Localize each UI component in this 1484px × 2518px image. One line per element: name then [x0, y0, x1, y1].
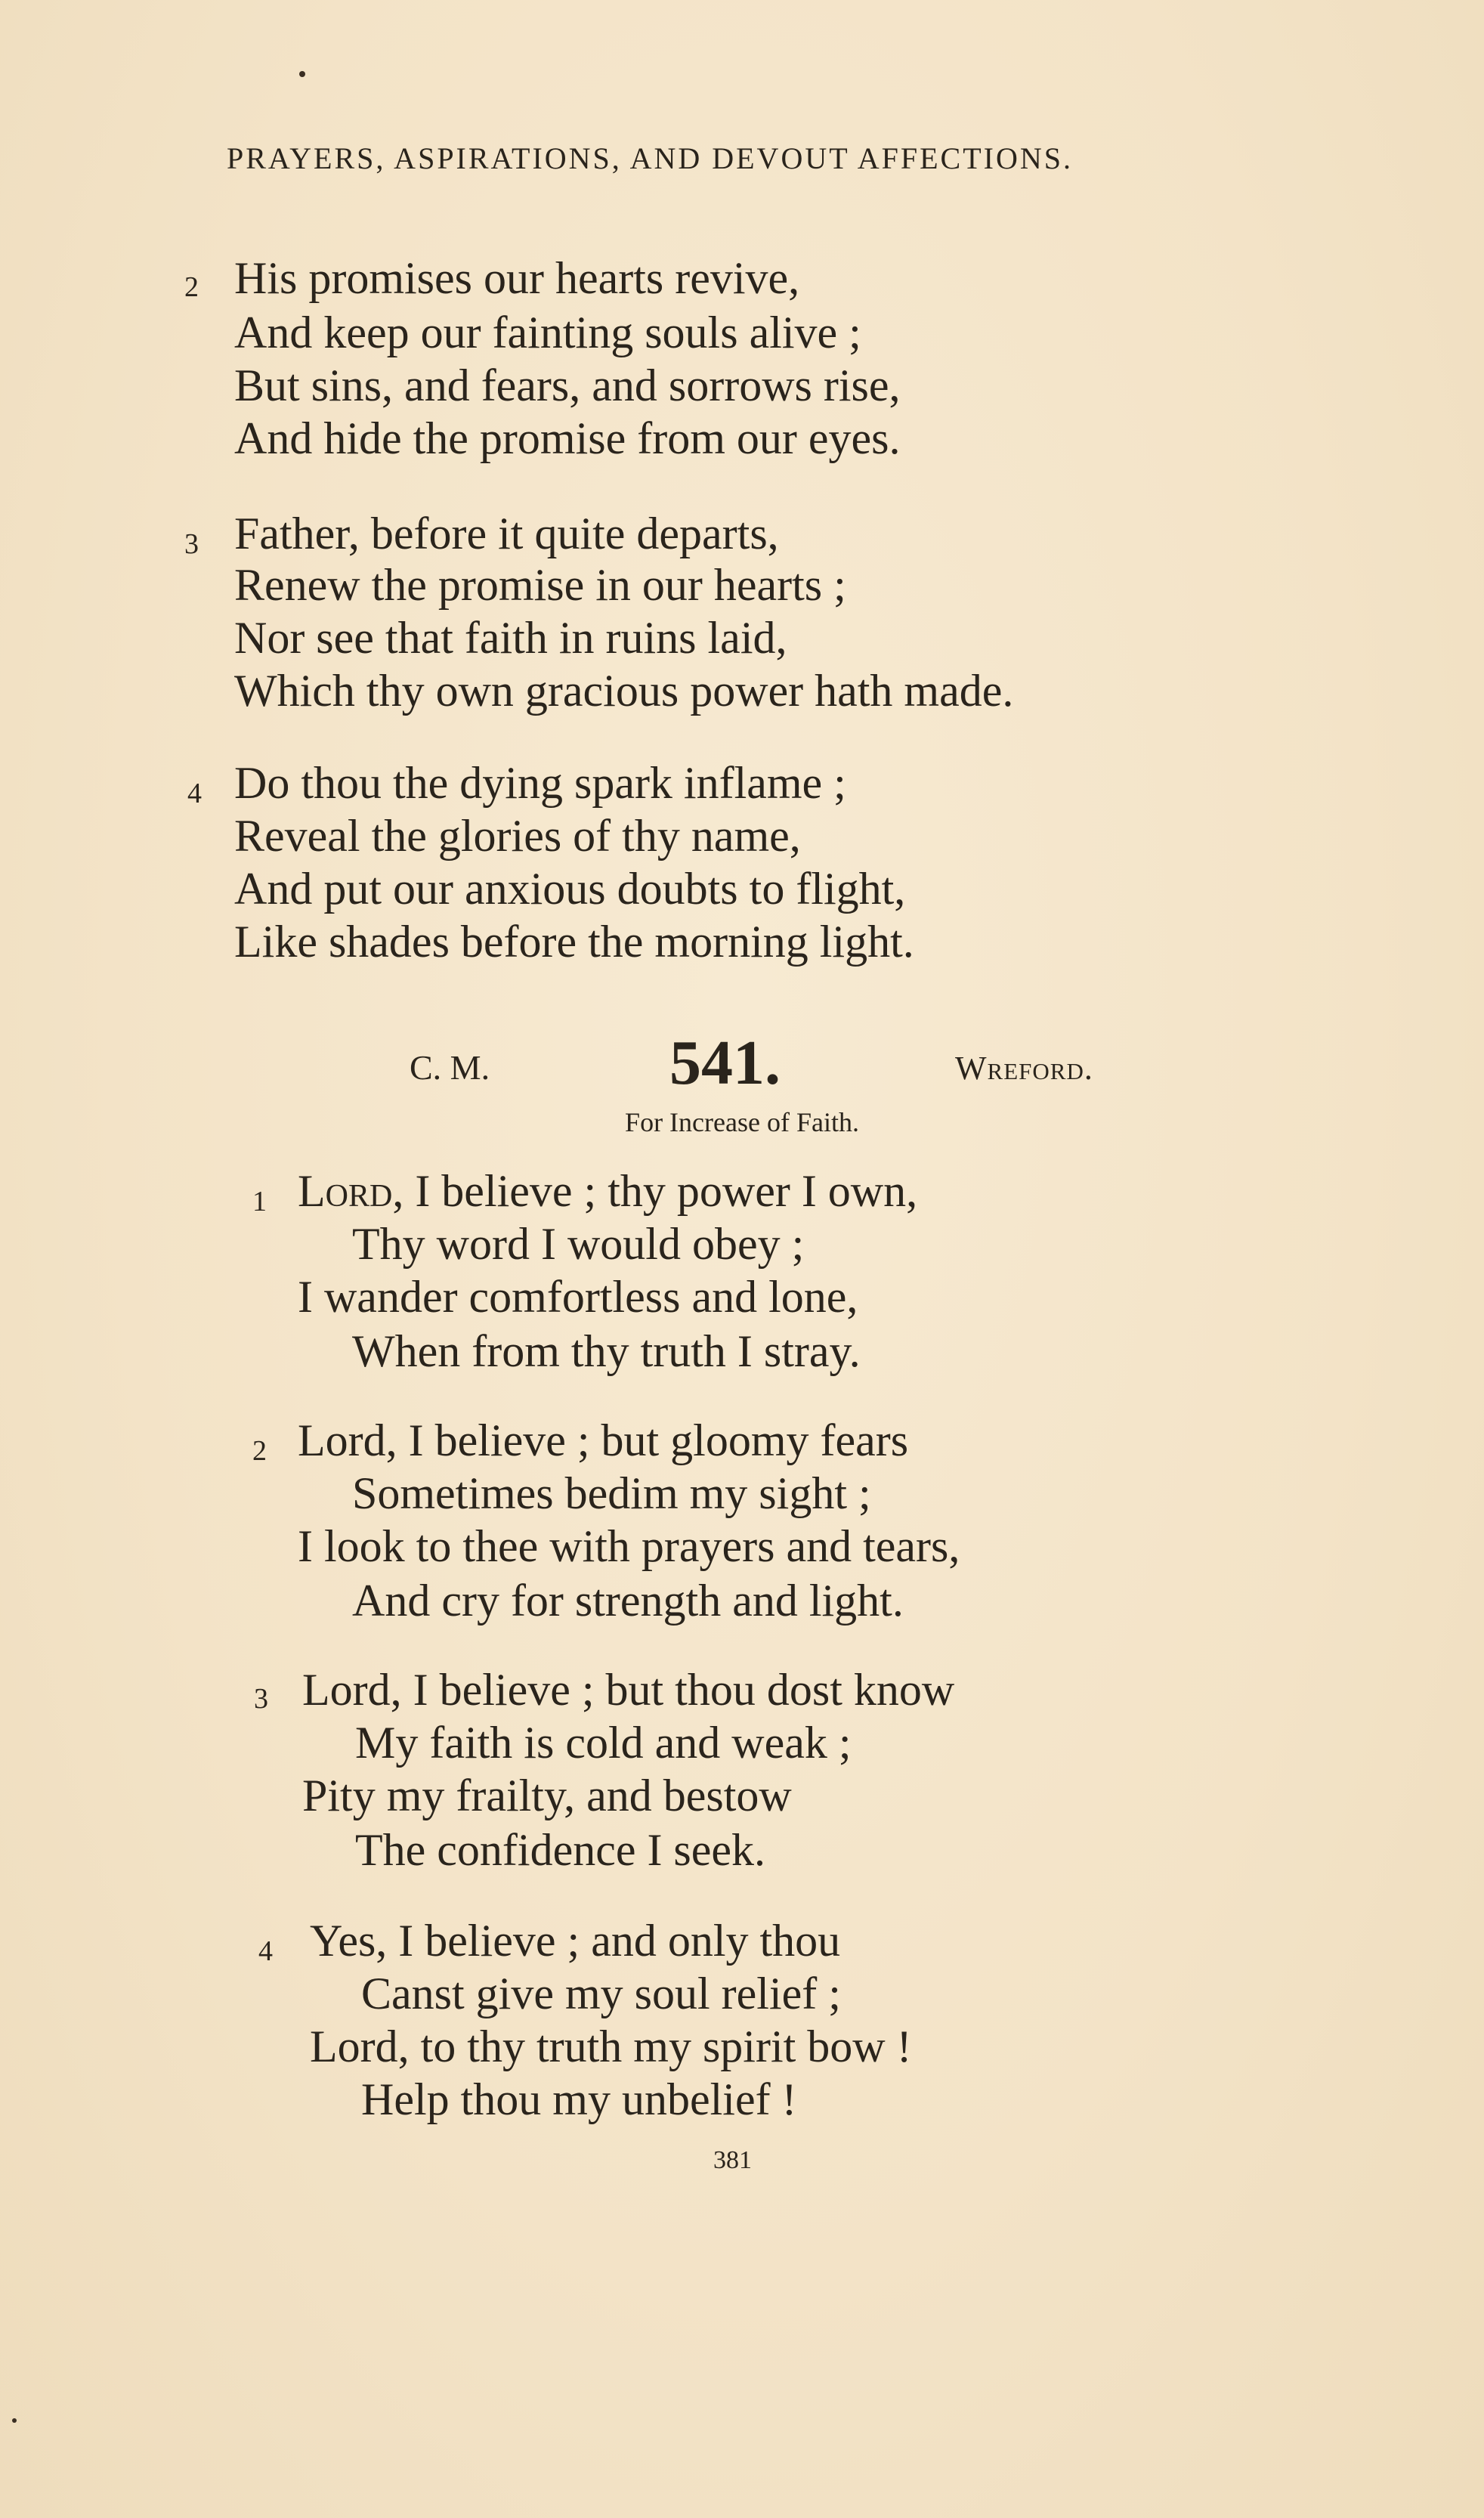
verse-line: And cry for strength and light. — [352, 1576, 904, 1626]
verse-line: Father, before it quite departs, — [234, 509, 779, 558]
verse-line — [298, 1168, 917, 1214]
verse-line: Do thou the dying spark inflame ; — [234, 758, 846, 808]
verse-line: Lord, to thy truth my spirit bow ! — [310, 2022, 912, 2071]
ink-speck — [12, 2418, 17, 2423]
verse-first-word: Lord, — [298, 1166, 404, 1216]
verse-line: Reveal the glories of thy name, — [234, 811, 801, 861]
hymn-subtitle: For Increase of Faith. — [625, 1107, 859, 1137]
verse-line: Which thy own gracious power hath made. — [234, 666, 1014, 716]
hymn-header — [0, 1026, 1484, 1098]
verse-line: Canst give my soul relief ; — [361, 1969, 841, 2018]
verse-line: The confidence I seek. — [355, 1825, 766, 1875]
verse-line: Nor see that faith in ruins laid, — [234, 613, 787, 663]
verse-line: Renew the promise in our hearts ; — [234, 560, 846, 610]
verse-line: My faith is cold and weak ; — [355, 1718, 852, 1768]
verse-number: 4 — [187, 778, 202, 809]
verse-line: Help thou my unbelief ! — [361, 2074, 797, 2124]
verse-line-rest: I believe ; thy power I own, — [403, 1166, 918, 1216]
verse-line: Sometimes bedim my sight ; — [352, 1468, 871, 1518]
verse-line: His promises our hearts revive, — [234, 253, 800, 303]
hymn-tune: Wreford. — [955, 1050, 1093, 1087]
verse-line: And put our anxious doubts to flight, — [234, 864, 906, 914]
hymn-meter: C. M. — [410, 1048, 490, 1087]
ink-speck — [299, 71, 305, 77]
verse-line: And keep our fainting souls alive ; — [234, 308, 861, 357]
verse-line: Lord, I believe ; but thou dost know — [302, 1665, 955, 1715]
verse-line: But sins, and fears, and sorrows rise, — [234, 360, 901, 410]
verse-number: 2 — [252, 1435, 267, 1467]
verse-line: Lord, I believe ; but gloomy fears — [298, 1415, 909, 1465]
running-head: PRAYERS, ASPIRATIONS, AND DEVOUT AFFECTIONS. — [227, 141, 1073, 175]
verse-line: Thy word I would obey ; — [352, 1219, 805, 1269]
verse-number: 2 — [184, 271, 199, 303]
verse-line: And hide the promise from our eyes. — [234, 413, 901, 463]
verse-line: I look to thee with prayers and tears, — [298, 1521, 960, 1571]
verse-line: Yes, I believe ; and only thou — [310, 1916, 841, 1966]
hymn-number: 541. — [669, 1028, 781, 1098]
verse-line: Pity my frailty, and bestow — [302, 1771, 792, 1820]
verse-line: When from thy truth I stray. — [352, 1326, 861, 1376]
verse-number: 3 — [184, 528, 199, 560]
verse-line: I wander comfortless and lone, — [298, 1272, 858, 1322]
verse-number: 1 — [252, 1186, 267, 1217]
verse-line: Like shades before the morning light. — [234, 917, 914, 967]
verse-number: 4 — [258, 1935, 273, 1967]
page-number: 381 — [713, 2146, 752, 2174]
verse-number: 3 — [254, 1683, 268, 1715]
